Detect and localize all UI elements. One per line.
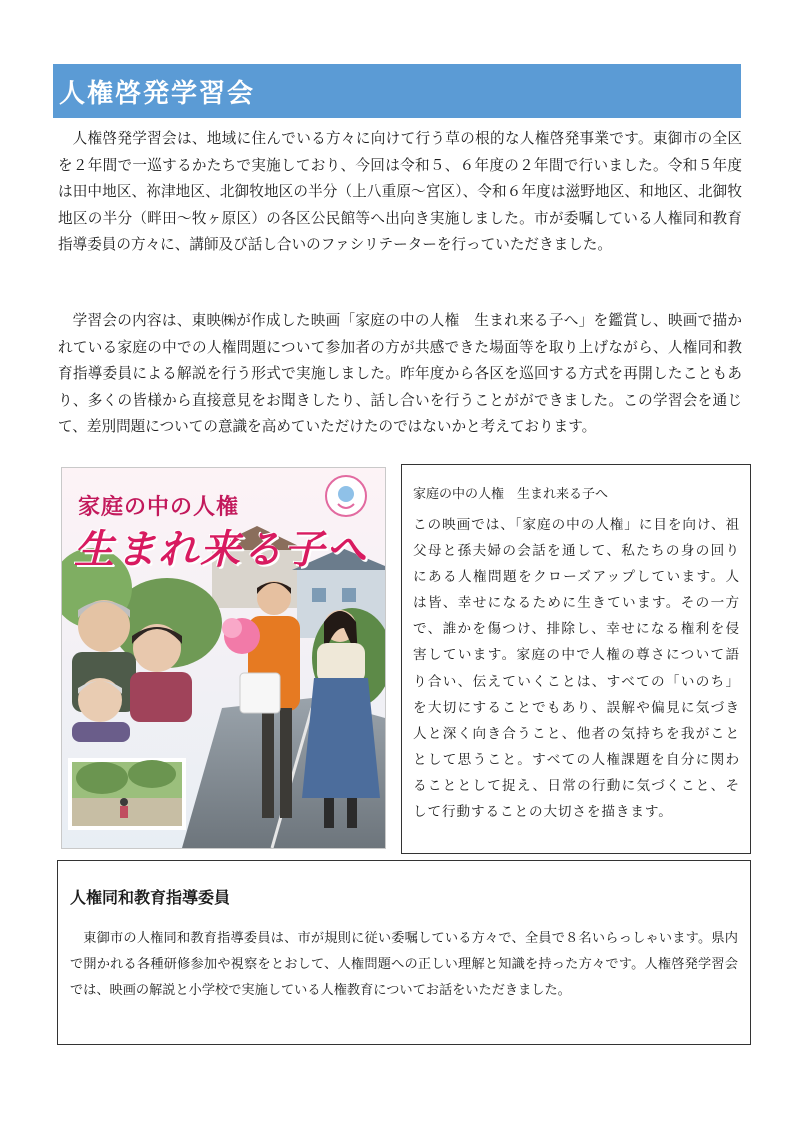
film-title: 家庭の中の人権 生まれ来る子へ xyxy=(413,487,609,502)
committee-box xyxy=(57,860,751,1045)
film-description: この映画では、「家庭の中の人権」に目を向け、祖父母と孫夫婦の会話を通して、私たちの身の回りにある人権問題をクローズアップしています。人は皆、幸せになるために生きています。その一方で、誰かを傷つけ、排除し、幸せになる権利を侵害しています。家庭の中で人権の尊さについて語り合い、伝えていくことは、すべての「いのち」を大切にすることでもあり、誤解や偏見に気づき人と深く向き合うこと、他者の気持ちを我がこととして思うこと。すべての人権課題を自分に関わることとして捉え、日常の行動に気づくこと、そして行動することの大切さを描きます。 xyxy=(413,517,740,821)
poster-title: 家庭の中の人権 xyxy=(78,495,240,520)
poster-subtitle: 生まれ来る子へ xyxy=(74,526,368,573)
movie-poster xyxy=(61,467,386,849)
content-paragraph: 学習会の内容は、東映㈱が作成した映画「家庭の中の人権 生まれ来る子へ」を鑑賞し、映画で描かれている家庭の中での人権問題について参加者の方が共感できた場面等を取り上げながら、人権同和教育指導委員による解説を行う形式で実施しました。昨年度から各区を巡回する方式を再開したこともあり、多くの皆様から直接意見をお聞きしたり、話し合いを行うことがができました。この学習会を通じて、差別問題についての意識を高めていただけたのではないかと考えております。 xyxy=(58,312,742,436)
committee-heading: 人権同和教育指導委員 xyxy=(70,888,231,907)
page-title: 人権啓発学習会 xyxy=(53,64,741,118)
intro-paragraph: 人権啓発学習会は、地域に住んでいる方々に向けて行う草の根的な人権啓発事業です。東御市の全区を２年間で一巡するかたちで実施しており、今回は令和５、６年度の２年間で行いました。令和５年度は田中地区、祢津地区、北御牧地区の半分（上八重原～宮区）、令和６年度は滋野地区、和地区、北御牧地区の半分（畔田～牧ヶ原区）の各区公民館等へ出向き実施しました。市が委嘱している人権同和教育指導委員の方々に、講師及び話し合いのファシリテーターを行っていただきました。 xyxy=(58,130,742,254)
committee-text: 東御市の人権同和教育指導委員は、市が規則に従い委嘱している方々で、全員で８名いらっしゃいます。県内で開かれる各種研修参加や視察をとおして、人権問題への正しい理解と知識を持った方々です。人権啓発学習会では、映画の解説と小学校で実施している人権教育についてお話をいただきました。 xyxy=(70,931,738,998)
film-description-box xyxy=(401,464,751,854)
